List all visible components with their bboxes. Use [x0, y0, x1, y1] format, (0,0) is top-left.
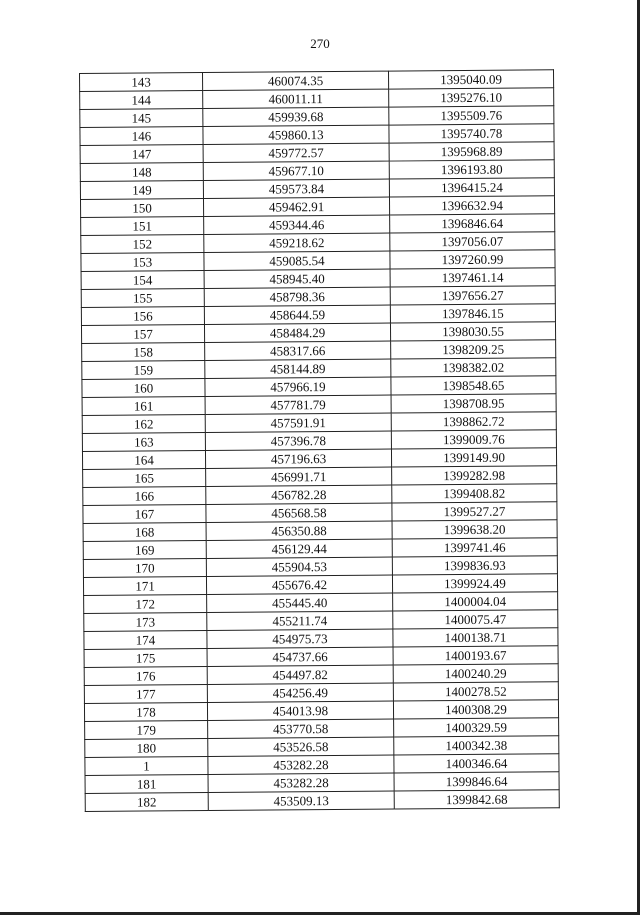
point-number-cell: 165 [83, 469, 206, 488]
x-coordinate-cell: 459462.91 [203, 197, 389, 216]
point-number-cell: 144 [80, 91, 203, 110]
point-number-cell: 168 [83, 523, 206, 542]
point-number-cell: 149 [80, 181, 203, 200]
point-number-cell: 179 [85, 721, 208, 740]
x-coordinate-cell: 459218.62 [204, 233, 390, 252]
point-number-cell: 151 [81, 217, 204, 236]
y-coordinate-cell: 1399836.93 [392, 556, 557, 575]
point-number-cell: 172 [84, 595, 207, 614]
point-number-cell: 162 [82, 415, 205, 434]
y-coordinate-cell: 1399846.64 [394, 772, 559, 791]
y-coordinate-cell: 1396415.24 [389, 178, 554, 197]
point-number-cell: 171 [83, 577, 206, 596]
point-number-cell: 161 [82, 397, 205, 416]
y-coordinate-cell: 1399527.27 [392, 502, 557, 521]
x-coordinate-cell: 455445.40 [207, 593, 393, 612]
point-number-cell: 175 [84, 649, 207, 668]
y-coordinate-cell: 1395968.89 [389, 142, 554, 161]
y-coordinate-cell: 1400346.64 [394, 754, 559, 773]
y-coordinate-cell: 1397056.07 [390, 232, 555, 251]
x-coordinate-cell: 454256.49 [207, 683, 393, 702]
x-coordinate-cell: 455676.42 [206, 575, 392, 594]
x-coordinate-cell: 454737.66 [207, 647, 393, 666]
y-coordinate-cell: 1399741.46 [392, 538, 557, 557]
y-coordinate-cell: 1398030.55 [390, 322, 555, 341]
y-coordinate-cell: 1395040.09 [388, 70, 553, 89]
point-number-cell: 178 [84, 703, 207, 722]
point-number-cell: 181 [85, 775, 208, 794]
x-coordinate-cell: 459085.54 [204, 251, 390, 270]
point-number-cell: 167 [83, 505, 206, 524]
point-number-cell: 145 [80, 109, 203, 128]
page-number: 270 [310, 36, 330, 51]
y-coordinate-cell: 1399408.82 [392, 484, 557, 503]
y-coordinate-cell: 1400240.29 [393, 664, 558, 683]
y-coordinate-cell: 1396193.80 [389, 160, 554, 179]
x-coordinate-cell: 453509.13 [208, 791, 394, 810]
point-number-cell: 166 [83, 487, 206, 506]
coordinate-table-body [80, 70, 560, 812]
x-coordinate-cell: 459677.10 [203, 161, 389, 180]
y-coordinate-cell: 1399924.49 [392, 574, 557, 593]
y-coordinate-cell: 1399009.76 [391, 430, 556, 449]
x-coordinate-cell: 458144.89 [205, 359, 391, 378]
point-number-cell: 146 [80, 127, 203, 146]
x-coordinate-cell: 454497.82 [207, 665, 393, 684]
y-coordinate-cell: 1398548.65 [391, 376, 556, 395]
y-coordinate-cell: 1396846.64 [390, 214, 555, 233]
x-coordinate-cell: 457781.79 [205, 395, 391, 414]
y-coordinate-cell: 1397846.15 [390, 304, 555, 323]
x-coordinate-cell: 459772.57 [203, 143, 389, 162]
x-coordinate-cell: 453770.58 [208, 719, 394, 738]
x-coordinate-cell: 459573.84 [203, 179, 389, 198]
point-number-cell: 174 [84, 631, 207, 650]
point-number-cell: 1 [85, 757, 208, 776]
point-number-cell: 180 [85, 739, 208, 758]
x-coordinate-cell: 460011.11 [203, 89, 389, 108]
y-coordinate-cell: 1400004.04 [393, 592, 558, 611]
y-coordinate-cell: 1400193.67 [393, 646, 558, 665]
x-coordinate-cell: 459344.46 [204, 215, 390, 234]
point-number-cell: 169 [83, 541, 206, 560]
point-number-cell: 170 [83, 559, 206, 578]
y-coordinate-cell: 1398708.95 [391, 394, 556, 413]
x-coordinate-cell: 457591.91 [205, 413, 391, 432]
x-coordinate-cell: 456350.88 [206, 521, 392, 540]
point-number-cell: 177 [84, 685, 207, 704]
point-number-cell: 163 [82, 433, 205, 452]
x-coordinate-cell: 458798.36 [204, 287, 390, 306]
y-coordinate-cell: 1397260.99 [390, 250, 555, 269]
y-coordinate-cell: 1395740.78 [389, 124, 554, 143]
point-number-cell: 158 [82, 343, 205, 362]
x-coordinate-cell: 460074.35 [203, 71, 389, 90]
x-coordinate-cell: 456129.44 [206, 539, 392, 558]
y-coordinate-cell: 1399842.68 [394, 790, 559, 809]
x-coordinate-cell: 456568.58 [206, 503, 392, 522]
table-row [85, 790, 559, 812]
x-coordinate-cell: 454975.73 [207, 629, 393, 648]
x-coordinate-cell: 459860.13 [203, 125, 389, 144]
x-coordinate-cell: 458317.66 [205, 341, 391, 360]
point-number-cell: 153 [81, 253, 204, 272]
x-coordinate-cell: 454013.98 [207, 701, 393, 720]
point-number-cell: 147 [80, 145, 203, 164]
y-coordinate-cell: 1397656.27 [390, 286, 555, 305]
point-number-cell: 160 [82, 379, 205, 398]
y-coordinate-cell: 1400342.38 [394, 736, 559, 755]
y-coordinate-cell: 1395509.76 [389, 106, 554, 125]
x-coordinate-cell: 459939.68 [203, 107, 389, 126]
point-number-cell: 154 [81, 271, 204, 290]
x-coordinate-cell: 453526.58 [208, 737, 394, 756]
point-number-cell: 173 [84, 613, 207, 632]
point-number-cell: 155 [81, 289, 204, 308]
point-number-cell: 143 [80, 73, 203, 92]
y-coordinate-cell: 1398382.02 [391, 358, 556, 377]
x-coordinate-cell: 458644.59 [204, 305, 390, 324]
y-coordinate-cell: 1399638.20 [392, 520, 557, 539]
x-coordinate-cell: 457396.78 [205, 431, 391, 450]
y-coordinate-cell: 1397461.14 [390, 268, 555, 287]
point-number-cell: 176 [84, 667, 207, 686]
x-coordinate-cell: 457196.63 [205, 449, 391, 468]
x-coordinate-cell: 453282.28 [208, 773, 394, 792]
point-number-cell: 157 [81, 325, 204, 344]
point-number-cell: 148 [80, 163, 203, 182]
x-coordinate-cell: 455904.53 [206, 557, 392, 576]
y-coordinate-cell: 1400075.47 [393, 610, 558, 629]
y-coordinate-cell: 1400329.59 [394, 718, 559, 737]
y-coordinate-cell: 1398209.25 [391, 340, 556, 359]
y-coordinate-cell: 1395276.10 [389, 88, 554, 107]
y-coordinate-cell: 1400138.71 [393, 628, 558, 647]
y-coordinate-cell: 1399149.90 [391, 448, 556, 467]
x-coordinate-cell: 458945.40 [204, 269, 390, 288]
coordinate-table-container [79, 69, 559, 812]
y-coordinate-cell: 1400308.29 [393, 700, 558, 719]
point-number-cell: 182 [85, 793, 208, 812]
y-coordinate-cell: 1399282.98 [392, 466, 557, 485]
x-coordinate-cell: 455211.74 [207, 611, 393, 630]
point-number-cell: 152 [81, 235, 204, 254]
point-number-cell: 164 [82, 451, 205, 470]
x-coordinate-cell: 453282.28 [208, 755, 394, 774]
x-coordinate-cell: 456991.71 [206, 467, 392, 486]
coordinate-table [79, 69, 560, 812]
point-number-cell: 159 [82, 361, 205, 380]
x-coordinate-cell: 457966.19 [205, 377, 391, 396]
point-number-cell: 156 [81, 307, 204, 326]
point-number-cell: 150 [80, 199, 203, 218]
y-coordinate-cell: 1400278.52 [393, 682, 558, 701]
y-coordinate-cell: 1398862.72 [391, 412, 556, 431]
x-coordinate-cell: 456782.28 [206, 485, 392, 504]
x-coordinate-cell: 458484.29 [204, 323, 390, 342]
y-coordinate-cell: 1396632.94 [389, 196, 554, 215]
